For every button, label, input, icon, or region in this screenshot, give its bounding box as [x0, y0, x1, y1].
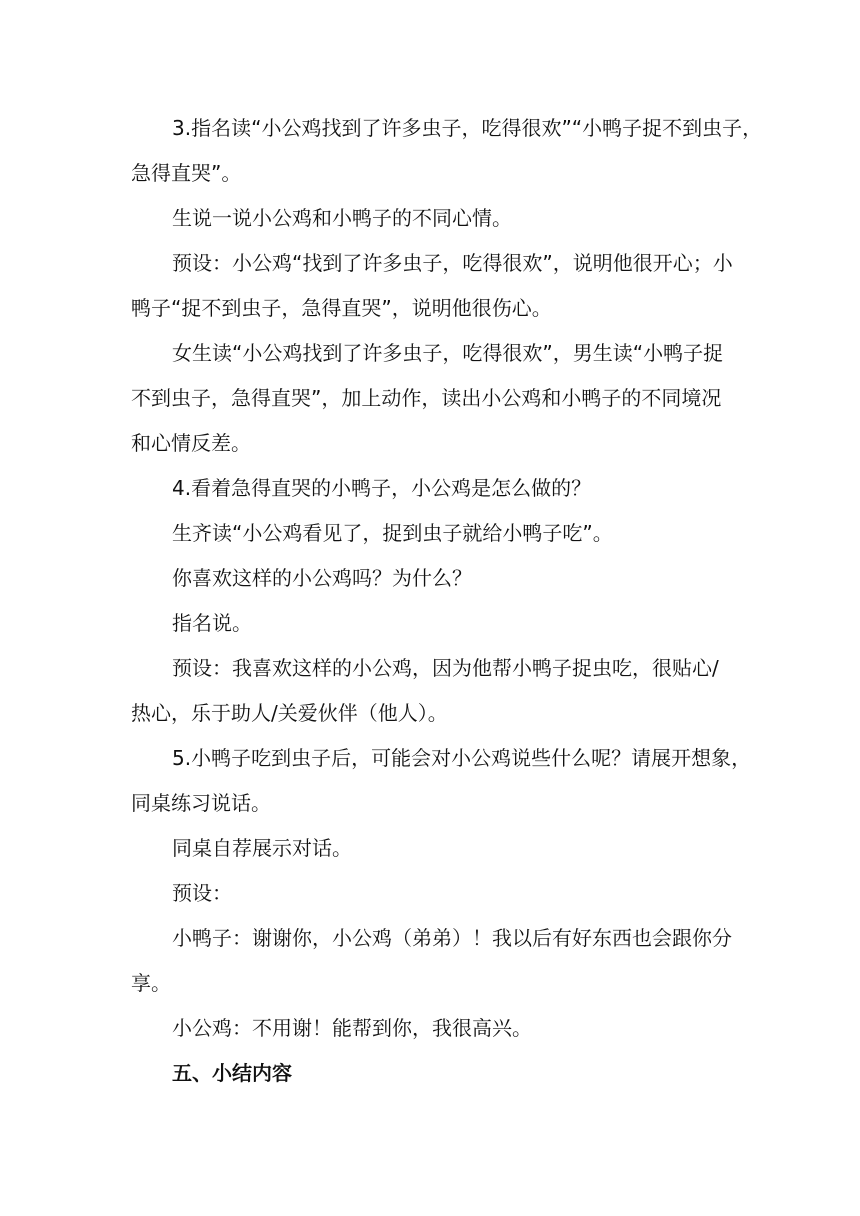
paragraph-line: 生齐读“小公鸡看见了，捉到虫子就给小鸭子吃”。 — [172, 521, 613, 545]
paragraph-line: 4.看着急得直哭的小鸭子，小公鸡是怎么做的？ — [172, 476, 592, 500]
paragraph-line: 指名说。 — [172, 611, 252, 635]
paragraph-line: 预设：我喜欢这样的小公鸡，因为他帮小鸭子捉虫吃，很贴心/ — [172, 656, 719, 680]
paragraph-line: 小公鸡：不用谢！能帮到你，我很高兴。 — [172, 1016, 532, 1040]
paragraph-line: 预设： — [172, 881, 232, 905]
paragraph-line: 小鸭子：谢谢你，小公鸡（弟弟）！我以后有好东西也会跟你分 — [172, 926, 732, 950]
section-heading: 五、小结内容 — [172, 1061, 292, 1085]
paragraph-line: 5.小鸭子吃到虫子后，可能会对小公鸡说些什么呢？请展开想象， — [172, 746, 752, 770]
paragraph-line: 和心情反差。 — [131, 431, 251, 455]
paragraph-line: 生说一说小公鸡和小鸭子的不同心情。 — [172, 206, 512, 230]
paragraph-line: 女生读“小公鸡找到了许多虫子，吃得很欢”，男生读“小鸭子捉 — [172, 341, 724, 365]
paragraph-line: 急得直哭”。 — [131, 161, 242, 185]
paragraph-line: 不到虫子，急得直哭”，加上动作，读出小公鸡和小鸭子的不同境况 — [131, 386, 722, 410]
paragraph-line: 鸭子“捉不到虫子，急得直哭”，说明他很伤心。 — [131, 296, 552, 320]
paragraph-line: 同桌自荐展示对话。 — [172, 836, 352, 860]
paragraph-line: 同桌练习说话。 — [131, 791, 271, 815]
paragraph-line: 3.指名读“小公鸡找到了许多虫子，吃得很欢”“小鸭子捉不到虫子， — [172, 116, 763, 140]
paragraph-line: 享。 — [131, 971, 171, 995]
paragraph-line: 你喜欢这样的小公鸡吗？为什么？ — [172, 566, 472, 590]
paragraph-line: 热心，乐于助人/关爱伙伴（他人）。 — [131, 701, 448, 725]
paragraph-line: 预设：小公鸡“找到了许多虫子，吃得很欢”，说明他很开心；小 — [172, 251, 733, 275]
